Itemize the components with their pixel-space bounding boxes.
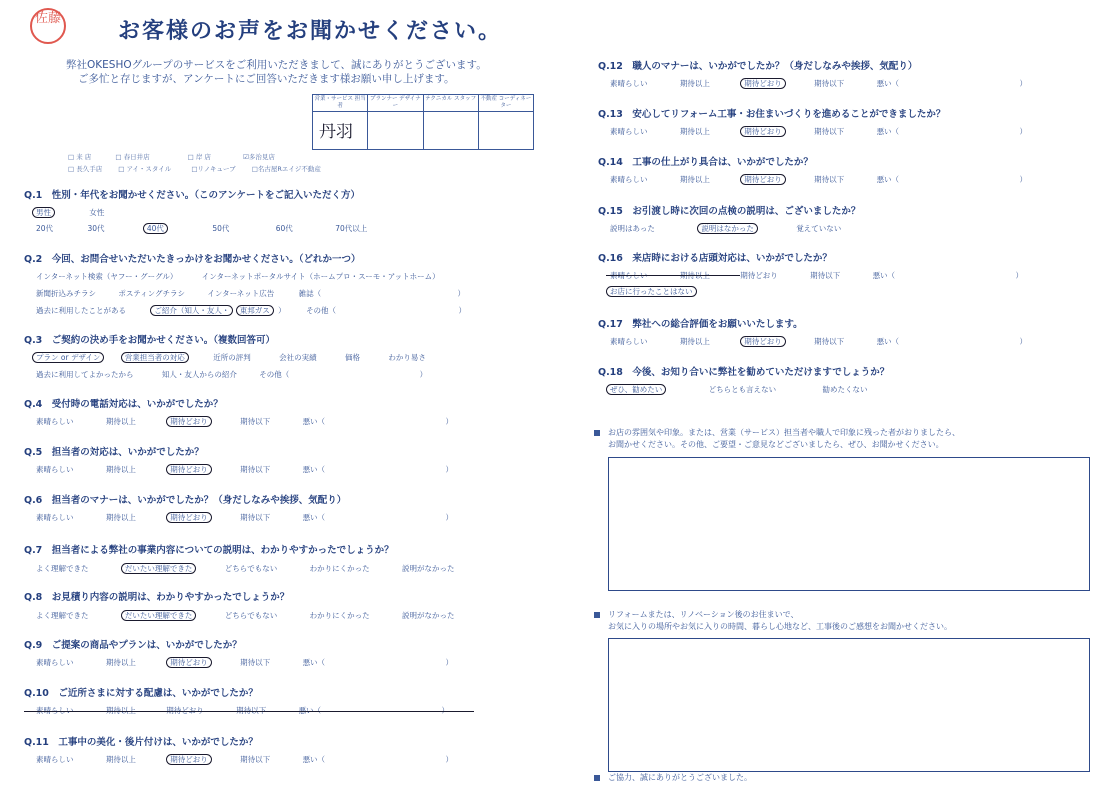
answer-selected[interactable]: だいたい理解できた (121, 563, 197, 574)
answer-option[interactable]: 説明はあった (610, 224, 655, 233)
answer-option[interactable]: どちらでもない (224, 611, 278, 620)
paren-close: ） (457, 289, 465, 298)
answer-option[interactable]: 20代 (36, 224, 54, 233)
answer-option[interactable]: インターネット広告 (207, 289, 275, 298)
strike-through-line (606, 275, 740, 276)
store-option[interactable]: □名古屋Rエイジ不動産 (251, 165, 321, 173)
paren-close: ） (1019, 337, 1027, 346)
answer-option[interactable]: 期待以上 (105, 706, 136, 715)
question-10: Q.10 ご近所さまに対する配慮は、いかがでしたか？ (24, 688, 258, 699)
answer-option[interactable]: 期待どおり (740, 271, 778, 280)
paren-close: ） (278, 306, 286, 315)
answer-option[interactable]: 悪い（ (876, 79, 900, 88)
answer-option[interactable]: 近所の評判 (213, 353, 251, 362)
answer-option[interactable]: 悪い（ (302, 755, 326, 764)
answer-option[interactable]: 期待以上 (679, 271, 710, 280)
comment-prompt-1b: お聞かせください。その他、ご要望・ご意見などございましたら、ぜひ、お聞かせください。 (608, 440, 944, 449)
answer-option[interactable]: 素晴らしい (610, 79, 648, 88)
answer-option[interactable]: 女性 (89, 208, 105, 217)
answer-option[interactable]: 素晴らしい (36, 658, 74, 667)
q2-row-1 (36, 271, 440, 282)
answer-option[interactable]: 雑誌（ (298, 289, 322, 298)
answer-option[interactable]: よく理解できた (36, 564, 89, 573)
staff-header-technical: テクニカル スタッフ (424, 95, 478, 112)
answer-option[interactable]: 期待以上 (679, 127, 710, 136)
thank-you-note: ご協力、誠にありがとうございました。 (594, 772, 752, 783)
answer-selected[interactable]: 期待どおり (740, 78, 786, 89)
question-4: Q.4 受付時の電話対応は、いかがでしたか？ (24, 399, 223, 410)
q11-answers (36, 754, 453, 765)
paren-close: ） (419, 370, 428, 379)
answer-option[interactable]: 悪い（ (876, 337, 900, 346)
answer-option[interactable]: 悪い（ (302, 465, 326, 474)
question-13: Q.13 安心してリフォーム工事・お住まいづくりを進めることができましたか？ (598, 109, 946, 120)
q9-answers (36, 657, 453, 668)
answer-option[interactable]: わかり易さ (388, 353, 426, 362)
handwritten-staff-name: 丹羽 (319, 122, 353, 142)
paren-close: ） (1019, 175, 1027, 184)
q6-answers (36, 512, 453, 523)
answer-selected[interactable]: 説明はなかった (697, 223, 758, 234)
q2-row-3 (36, 305, 466, 316)
question-5: Q.5 担当者の対応は、いかがでしたか？ (24, 447, 204, 458)
answer-option[interactable]: 期待以下 (240, 658, 271, 667)
answer-option[interactable]: 素晴らしい (610, 337, 648, 346)
question-6: Q.6 担当者のマナーは、いかがでしたか？（身だしなみや挨拶、気配り） (24, 495, 347, 506)
square-bullet-icon (594, 430, 600, 436)
question-9: Q.9 ご提案の商品やプランは、いかがでしたか？ (24, 640, 242, 651)
square-bullet-icon (594, 775, 600, 781)
answer-selected[interactable]: 期待どおり (740, 174, 786, 185)
question-16: Q.16 来店時における店頭対応は、いかがでしたか？ (598, 253, 832, 264)
answer-option[interactable]: 期待以上 (679, 337, 710, 346)
store-option-checked[interactable]: ☑多治見店 (243, 153, 275, 161)
q1-age-row (36, 223, 367, 234)
comment-prompt-2b: お気に入りの場所やお気に入りの時間、暮らし心地など、工事後のご感想をお聞かせください。 (608, 622, 952, 631)
answer-option[interactable]: その他（ (259, 370, 290, 379)
strike-through-line (24, 711, 474, 712)
q18-answers (610, 384, 867, 395)
paren-close: ） (1019, 127, 1027, 136)
answer-selected[interactable]: 営業担当者の対応 (121, 352, 189, 363)
page-title: お客様のお声をお聞かせください。 (118, 19, 503, 44)
paren-close: ） (445, 513, 453, 522)
answer-option[interactable]: 期待以下 (814, 79, 845, 88)
answer-option[interactable]: 期待以上 (679, 175, 710, 184)
q7-answers (36, 563, 455, 574)
answer-option[interactable]: どちらでもない (224, 564, 278, 573)
answer-selected[interactable]: お店に行ったことはない (606, 286, 697, 297)
paren-close: ） (1015, 271, 1023, 280)
answer-option[interactable]: 新聞折込みチラシ (36, 289, 96, 298)
comment-box-2[interactable] (608, 638, 1090, 772)
answer-option[interactable]: 素晴らしい (610, 175, 648, 184)
question-15: Q.15 お引渡し時に次回の点検の説明は、ございましたか？ (598, 206, 861, 217)
answer-option[interactable]: 期待以上 (679, 79, 710, 88)
staff-header-realestate: 不動産 コーディネーター (479, 95, 533, 112)
answer-selected[interactable]: 期待どおり (740, 126, 786, 137)
answer-option[interactable]: 素晴らしい (610, 127, 648, 136)
answer-option[interactable]: 期待以下 (814, 337, 845, 346)
square-bullet-icon (594, 612, 600, 618)
q15-answers (610, 223, 841, 234)
answer-option[interactable]: 期待以下 (240, 417, 271, 426)
paren-close: ） (458, 306, 466, 315)
question-17: Q.17 弊社への総合評価をお願いいたします。 (598, 319, 803, 330)
answer-selected[interactable]: 期待どおり (166, 512, 212, 523)
q17-answers (610, 336, 1027, 347)
answer-option[interactable]: 勧めたくない (822, 385, 868, 394)
answer-option[interactable]: 60代 (275, 224, 293, 233)
answer-selected[interactable]: 期待どおり (166, 464, 212, 475)
comment-prompt-2: リフォームまたは、リノベーション後のお住まいで、 (594, 609, 798, 620)
answer-option[interactable]: 30代 (87, 224, 105, 233)
answer-option[interactable]: 悪い（ (876, 127, 900, 136)
question-14: Q.14 工事の仕上がり具合は、いかがでしたか？ (598, 157, 813, 168)
question-11: Q.11 工事中の美化・後片付けは、いかがでしたか？ (24, 737, 258, 748)
answer-option[interactable]: 悪い（ (876, 175, 900, 184)
paren-close: ） (1019, 79, 1027, 88)
intro-line-2: ご多忙と存じますが、アンケートにご回答いただきます様お願い申し上げます。 (78, 73, 455, 85)
answer-selected[interactable]: だいたい理解できた (121, 610, 197, 621)
answer-selected[interactable]: 40代 (143, 223, 168, 234)
store-row-2 (68, 164, 321, 173)
q3-row-2 (36, 369, 427, 380)
answer-selected[interactable]: 期待どおり (740, 336, 786, 347)
comment-box-1[interactable] (608, 457, 1090, 591)
store-option[interactable]: □ 岸 店 (187, 153, 211, 161)
answer-selected[interactable]: 期待どおり (166, 657, 212, 668)
answer-option[interactable]: どちらとも言えない (708, 385, 777, 394)
staff-table (312, 94, 534, 150)
q16-extra (610, 286, 693, 297)
answer-option[interactable]: 期待以下 (236, 706, 267, 715)
store-option[interactable]: □リノキューブ (191, 165, 236, 173)
answer-option[interactable]: 期待以上 (105, 513, 136, 522)
answer-selected[interactable]: ご紹介（知人・友人・ (150, 305, 233, 316)
answer-option[interactable]: 素晴らしい (36, 417, 74, 426)
answer-option[interactable]: 悪い（ (298, 706, 322, 715)
answer-option[interactable]: 価格 (344, 353, 360, 362)
answer-option[interactable]: 覚えていない (796, 224, 842, 233)
answer-option[interactable]: 期待以上 (105, 465, 136, 474)
answer-option[interactable]: 素晴らしい (36, 513, 74, 522)
answer-option[interactable]: 期待以上 (105, 658, 136, 667)
paren-close: ） (445, 417, 453, 426)
q13-answers (610, 126, 1027, 137)
handwritten-referral[interactable]: 東邦ガス (236, 305, 274, 316)
answer-option[interactable]: 期待以下 (814, 175, 845, 184)
intro-line-1: 弊社OKESHOグループのサービスをご利用いただきまして、誠にありがとうございます。 (66, 59, 487, 71)
q12-answers (610, 78, 1027, 89)
store-row-1 (68, 152, 275, 161)
q8-answers (36, 610, 455, 621)
answer-selected[interactable]: プラン or デザイン (32, 352, 104, 363)
question-1: Q.1 性別・年代をお聞かせください。（このアンケートをご記入いただく方） (24, 190, 360, 201)
answer-option[interactable]: 素晴らしい (36, 755, 74, 764)
answer-option[interactable]: 期待以下 (810, 271, 841, 280)
answer-option[interactable]: 説明がなかった (402, 564, 455, 573)
answer-option[interactable]: 50代 (212, 224, 230, 233)
paren-close: ） (441, 706, 449, 715)
seal-stamp: 佐藤 (30, 8, 66, 44)
answer-option[interactable]: 期待以上 (105, 755, 136, 764)
answer-option[interactable]: 悪い（ (872, 271, 896, 280)
answer-option[interactable]: ポスティングチラシ (118, 289, 185, 298)
answer-option[interactable]: わかりにくかった (309, 564, 370, 573)
staff-header-planner: プランナー デザイナー (368, 95, 422, 112)
answer-option[interactable]: 70代以上 (335, 224, 368, 233)
store-option[interactable]: □ アイ・スタイル (118, 165, 172, 173)
answer-option[interactable]: 知人・友人からの紹介 (161, 370, 237, 379)
answer-option[interactable]: その他（ (306, 306, 337, 315)
store-option[interactable]: □ 春日井店 (115, 153, 150, 161)
paren-close: ） (445, 658, 453, 667)
answer-selected[interactable]: 期待どおり (166, 754, 212, 765)
answer-selected[interactable]: ぜひ、勧めたい (606, 384, 666, 395)
q14-answers (610, 174, 1027, 185)
paren-close: ） (445, 755, 453, 764)
answer-option[interactable]: 期待以上 (105, 417, 136, 426)
q4-answers (36, 416, 453, 427)
answer-option[interactable]: 期待以下 (240, 755, 271, 764)
q5-answers (36, 464, 453, 475)
answer-option[interactable]: 悪い（ (302, 417, 326, 426)
answer-option[interactable]: 過去に利用してよかったから (36, 370, 134, 379)
answer-selected[interactable]: 期待どおり (166, 416, 212, 427)
answer-option[interactable]: 素晴らしい (36, 706, 74, 715)
store-option[interactable]: □ 来 店 (68, 153, 92, 161)
answer-option[interactable]: 素晴らしい (610, 271, 648, 280)
answer-option[interactable]: 悪い（ (302, 513, 326, 522)
question-2: Q.2 今回、お問合せいただいたきっかけをお聞かせください。（どれか一つ） (24, 254, 361, 265)
comment-prompt-1: お店の雰囲気や印象。または、営業（サービス）担当者や職人で印象に残った者がおりましたら、 (594, 427, 960, 438)
store-option[interactable]: □ 長久手店 (68, 165, 103, 173)
question-8: Q.8 お見積り内容の説明は、わかりやすかったでしょうか？ (24, 592, 290, 603)
q1-gender-row (36, 207, 104, 218)
question-3: Q.3 ご契約の決め手をお聞かせください。（複数回答可） (24, 335, 276, 346)
answer-option[interactable]: 素晴らしい (36, 465, 74, 474)
answer-option[interactable]: 説明がなかった (402, 611, 455, 620)
paren-close: ） (445, 465, 453, 474)
answer-option[interactable]: わかりにくかった (309, 611, 370, 620)
answer-option[interactable]: よく理解できた (36, 611, 89, 620)
answer-option[interactable]: インターネット検索（ヤフー・グーグル） (36, 272, 178, 281)
answer-option[interactable]: 期待どおり (166, 706, 204, 715)
question-12: Q.12 職人のマナーは、いかがでしたか？（身だしなみや挨拶、気配り） (598, 61, 918, 72)
answer-option[interactable]: 会社の実績 (279, 353, 317, 362)
answer-option[interactable]: 期待以下 (814, 127, 845, 136)
answer-selected[interactable]: 男性 (32, 207, 55, 218)
staff-header-sales: 営業・サービス 担当者 (313, 95, 367, 112)
answer-option[interactable]: 期待以下 (240, 513, 271, 522)
question-18: Q.18 今後、お知り合いに弊社を勧めていただけますでしょうか？ (598, 367, 890, 378)
answer-option[interactable]: 期待以下 (240, 465, 271, 474)
answer-option[interactable]: 過去に利用したことがある (36, 306, 126, 315)
q2-row-2 (36, 288, 465, 299)
answer-option[interactable]: 悪い（ (302, 658, 326, 667)
q3-row-1 (36, 352, 426, 363)
question-7: Q.7 担当者による弊社の事業内容についての説明は、わかりやすかったでしょうか？ (24, 545, 394, 556)
answer-option[interactable]: インターネットポータルサイト（ホームプロ・スーモ・アットホーム） (201, 272, 440, 281)
